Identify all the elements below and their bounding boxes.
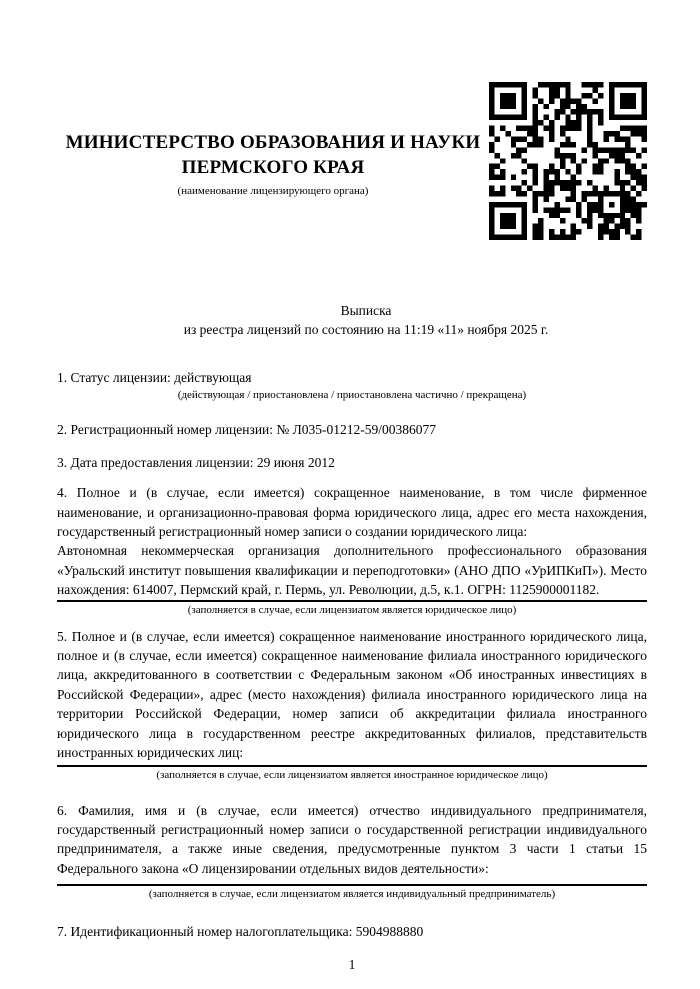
- page-number: 1: [348, 956, 356, 972]
- legal-entity-value: Автономная некоммерческая организация дополнительного профессионального образования «Уральский институт повышения квалификации и переподготовки» (АНО ДПО «УрИПКиП»). Место нахождения: 614007, Пермский край, г. Пермь, ул. Революции, д.5, к.1. ОГРН: 1125900001182.: [57, 543, 647, 598]
- individual-entrepreneur-label: 6. Фамилия, имя и (в случае, если имеется) отчество индивидуального предпринимателя, государственный регистрационный номер записи о государственной регистрации индивидуального предпринимателя, а также иные сведения, предусмотренные пунктом 3 части 1 статьи 15 Федерального закона «О лицензировании отдельных видов деятельности»:: [57, 802, 647, 876]
- ministry-name-line2: ПЕРМСКОГО КРАЯ: [181, 157, 365, 178]
- ministry-name-line1: МИНИСТЕРСТВО ОБРАЗОВАНИЯ И НАУКИ: [65, 132, 481, 153]
- item-taxpayer-number: [57, 922, 647, 941]
- legal-entity-label: 4. Полное и (в случае, если имеется) сокращенное наименование, в том числе фирменное наименование, и организационно-правовая форма юридического лица, адрес его места нахождения, государственный регистрационный номер записи о создании юридического лица:: [57, 485, 647, 540]
- document-title-line2: из реестра лицензий по состоянию на 11:19 «11» ноября 2025 г.: [183, 322, 549, 337]
- individual-entrepreneur-rule: [57, 884, 647, 886]
- item-legal-entity: [57, 483, 647, 617]
- item-registration-number: [57, 420, 647, 439]
- foreign-entity-rule: [57, 765, 647, 767]
- qr-code-icon: [489, 82, 647, 240]
- foreign-entity-note: (заполняется в случае, если лицензиатом является иностранное юридическое лицо): [156, 768, 548, 781]
- licensing-authority-caption: (наименование лицензирующего органа): [177, 185, 369, 197]
- item-individual-entrepreneur: [57, 801, 647, 903]
- license-status-text: 1. Статус лицензии: действующая: [57, 370, 252, 385]
- licensing-authority: [57, 130, 489, 198]
- item-license-status: [57, 368, 647, 403]
- item-license-date: [57, 453, 647, 472]
- foreign-entity-label: 5. Полное и (в случае, если имеется) сокращенное наименование иностранного юридического лица, полное и (в случае, если имеется) сокращенное наименование филиала иностранного юридического лица, аккредитованного в соответствии с Федеральным законом «Об иностранных инвестициях в Российской Федерации», адрес (место нахождения) филиала иностранного юридического лица на территории Российской Федерации, номер записи об аккредитации филиала иностранного юридического лица в государственном реестре аккредитованных филиалов, представительств иностранных юридических лиц:: [57, 628, 647, 761]
- legal-entity-note: (заполняется в случае, если лицензиатом является юридическое лицо): [187, 603, 517, 616]
- individual-entrepreneur-note: (заполняется в случае, если лицензиатом является индивидуальный предприниматель): [148, 888, 556, 901]
- license-date-text: 3. Дата предоставления лицензии: 29 июня 2012: [57, 454, 335, 470]
- document-title: [57, 301, 647, 339]
- taxpayer-number-text: 7. Идентификационный номер налогоплательщика: 5904988880: [57, 924, 424, 940]
- document-body: [57, 368, 647, 942]
- legal-entity-rule: [57, 600, 647, 602]
- registration-number-text: 2. Регистрационный номер лицензии: № Л035-01212-59/00386077: [57, 422, 437, 438]
- license-status-note: (действующая / приостановлена / приостановлена частично / прекращена): [177, 389, 527, 402]
- document-title-line1: Выписка: [340, 303, 392, 318]
- item-foreign-entity: [57, 627, 647, 783]
- document-header: [57, 82, 647, 240]
